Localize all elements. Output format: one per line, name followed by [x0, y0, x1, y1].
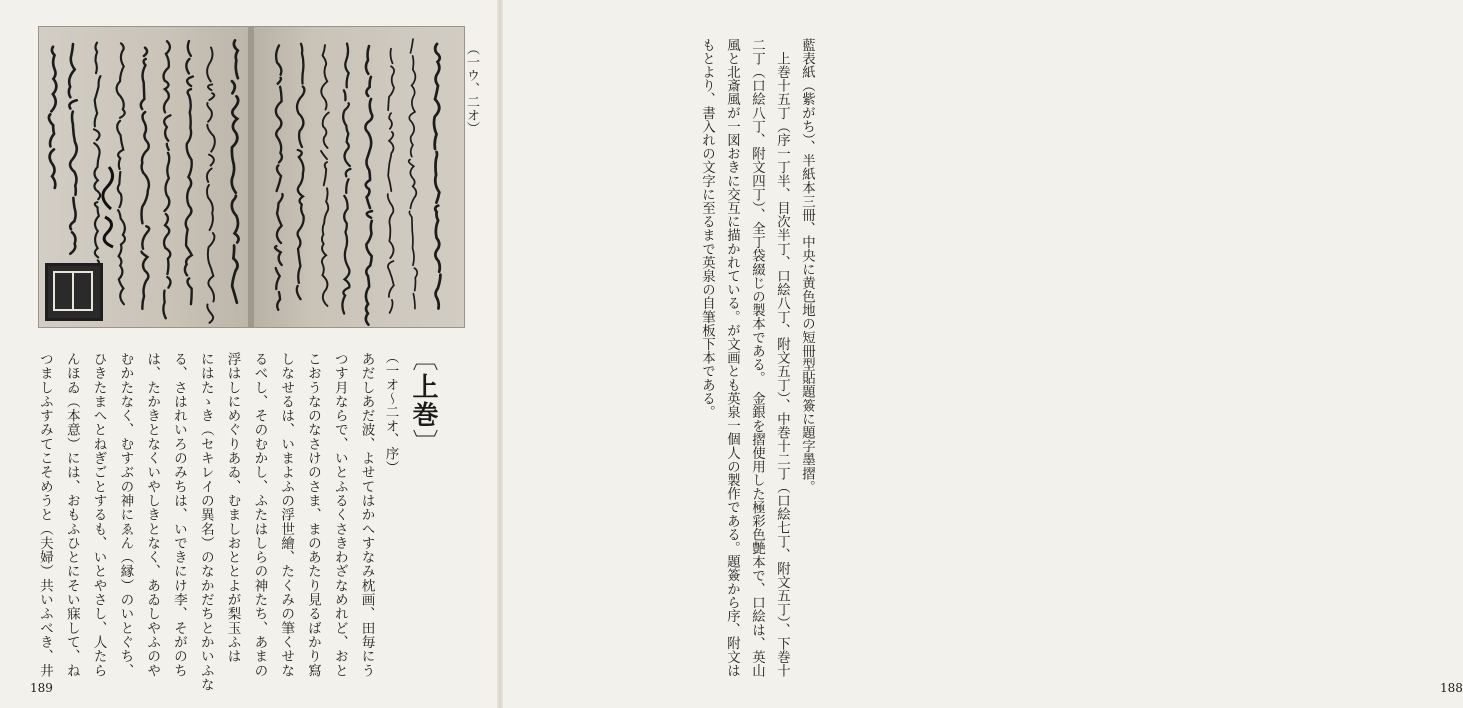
cursive-column-stroke: [297, 44, 305, 299]
cursive-column-stroke: [232, 40, 239, 302]
page-number-right: 188: [1440, 681, 1463, 695]
cursive-column-stroke: [434, 44, 440, 309]
subheading: （一オ〜二オ、序）: [382, 350, 399, 475]
cursive-column-stroke: [365, 46, 372, 325]
left-body-column: こおうなのなさけのさま、まのあたり見るばかり寫: [304, 352, 321, 678]
right-body-column: 上巻十五丁（序一丁半、目次半丁、口絵八丁、附文五丁）、中巻十二丁（口絵七丁、附文五丁）、下巻十: [774, 38, 790, 678]
cursive-column-stroke: [69, 44, 77, 254]
left-body-column: にはたゝき（セキレイの異名）のなかだちとかいふな: [197, 352, 214, 692]
cursive-column-stroke: [275, 45, 283, 309]
right-body-column: 二丁（口絵八丁、附文四丁）、全丁袋綴じの製本である。 金銀を摺使用した極彩色艶本で、口絵は、英山: [749, 38, 765, 678]
left-body-column: るべし、そのむかし、ふたはしらの神たち、あまの: [251, 352, 268, 678]
left-body-column: 浮はしにめぐりあゐ、むましおととよが梨玉ふは: [224, 352, 241, 664]
cursive-column-stroke: [388, 49, 394, 313]
manuscript-photograph: [38, 26, 465, 328]
cursive-column-stroke: [185, 41, 193, 307]
cursive-column-stroke: [49, 47, 56, 188]
left-body-column: つましふすみてこそめうと（夫婦）共いふべき、井: [36, 352, 53, 678]
section-heading: [410, 345, 436, 457]
left-body-column: る、さはれいろのみちは、いできにけ李、そがのち: [170, 352, 187, 678]
left-body-column: あだしあだ波、よせてはかへすなみ枕画、田毎にう: [358, 352, 375, 678]
seal-stamp: [45, 263, 103, 321]
heading-text: 上巻: [408, 373, 438, 429]
right-body-column: 藍表紙（紫がち）、半紙本三冊、中央に黄色地の短冊型貼題簽に題字墨摺。: [799, 38, 815, 494]
signature-stroke: [103, 167, 113, 247]
cursive-column-stroke: [141, 48, 149, 309]
left-body-column: んほゐ（本意）には、おもふひとにそい寐して、ね: [63, 352, 80, 678]
left-page: [0, 0, 500, 708]
page-number-left: 189: [30, 681, 53, 695]
cursive-column-stroke: [117, 43, 125, 304]
right-page: [500, 0, 1463, 708]
heading-close-bracket: 〕: [408, 429, 438, 457]
left-body-column: しなせるは、いまよふの浮世繪、たくみの筆くせな: [278, 352, 295, 678]
left-body-column: は、たかきとなくいやしきとなく、あゐしやふのや: [144, 352, 161, 678]
heading-open-bracket: 〔: [408, 345, 438, 373]
left-body-column: むかたなく、むすぶの神にゑん（縁）のいとぐち、: [117, 352, 134, 678]
right-body-column: もとより、書入れの文字に至るまで英泉の自筆板下本である。: [699, 38, 715, 419]
cursive-column-stroke: [163, 41, 170, 318]
right-body-column: 風と北斎風が一図おきに交互に描かれている。が文画とも英泉一個人の製作である。題簽から序、附文は: [724, 38, 740, 678]
left-body-column: ひきたまへとねぎごとするも、いとやさし、人たら: [90, 352, 107, 678]
cursive-column-stroke: [321, 45, 329, 306]
cursive-column-stroke: [409, 39, 418, 309]
left-body-column: つす月ならで、いとふるくさきわざなめれど、おと: [331, 352, 348, 678]
cursive-column-stroke: [207, 48, 215, 326]
photo-caption: （一ウ、二オ）: [464, 42, 479, 136]
cursive-column-stroke: [342, 44, 350, 314]
